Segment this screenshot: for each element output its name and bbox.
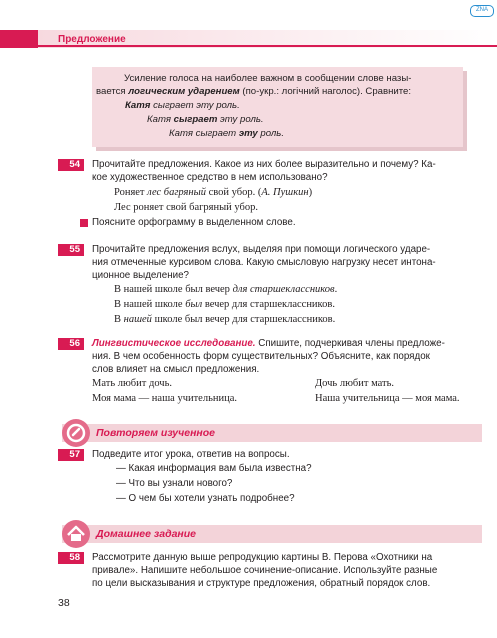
task55-sentence-1: В нашей школе был вечер для старшеклассников.	[114, 284, 338, 295]
page-number: 38	[58, 597, 70, 609]
task54-extra-marker	[80, 219, 88, 227]
task57-question-2: — Что вы узнали нового?	[116, 478, 233, 489]
task-number-57: 57	[58, 449, 84, 461]
task57-question-3: — О чем бы хотели узнать подробнее?	[116, 493, 295, 504]
task57-question-1: — Какая информация вам была известна?	[116, 463, 312, 474]
rule-example-1: Катя сыграет эту роль.	[125, 100, 240, 111]
task54-line-2: кое художественное средство в нем использовано?	[92, 172, 328, 183]
rule-example-2: Катя сыграет эту роль.	[147, 114, 264, 125]
task58-line-2: привале». Напишите небольшое сочинение-описание. Используйте разные	[92, 565, 438, 576]
task54-poem-2: Лес роняет свой багряный убор.	[114, 202, 259, 213]
rule-line-1: Усиление голоса на наиболее важном в сообщении слове назы-	[124, 73, 412, 84]
task-number-54: 54	[58, 159, 84, 171]
task56-line-2: ния. В чем особенность форм существительных? Объясните, как порядок	[92, 351, 430, 362]
task56-example-2a: Дочь любит мать.	[315, 378, 395, 389]
page-title: Предложение	[58, 34, 126, 45]
task55-line-1: Прочитайте предложения вслух, выделяя при помощи логического ударе-	[92, 244, 431, 255]
task55-line-3: ционное выделение?	[92, 270, 190, 281]
task-number-56: 56	[58, 338, 84, 350]
repeat-icon	[62, 419, 90, 447]
task57-line-1: Подведите итог урока, ответив на вопросы.	[92, 449, 290, 460]
task58-line-3: по цели высказывания и структуре предложения, обратный порядок слов.	[92, 578, 431, 589]
rule-line-2: вается логическим ударением (по-укр.: логічний наголос). Сравните:	[96, 86, 412, 97]
task-number-55: 55	[58, 244, 84, 256]
header-rule	[38, 45, 497, 47]
task54-line-1: Прочитайте предложения. Какое из них более выразительно и почему? Ка-	[92, 159, 436, 170]
publisher-logo: ZNA	[470, 5, 494, 17]
task58-line-1: Рассмотрите данную выше репродукцию картины В. Перова «Охотники на	[92, 552, 433, 563]
section-title-home: Домашнее задание	[96, 528, 197, 540]
header-accent	[0, 30, 38, 48]
task56-example-1a: Мать любит дочь.	[92, 378, 173, 389]
task55-sentence-3: В нашей школе был вечер для старшеклассников.	[114, 314, 336, 325]
task56-example-1b: Моя мама — наша учительница.	[92, 393, 238, 404]
task55-line-2: ния отмеченные курсивом слова. Какую смысловую нагрузку несет интона-	[92, 257, 436, 268]
task56-line-3: слов влияет на смысл предложения.	[92, 364, 260, 375]
task55-sentence-2: В нашей школе был вечер для старшеклассников.	[114, 299, 335, 310]
home-icon	[62, 520, 90, 548]
task56-example-2b: Наша учительница — моя мама.	[315, 393, 460, 404]
task-number-58: 58	[58, 552, 84, 564]
task54-extra: Поясните орфограмму в выделенном слове.	[92, 217, 296, 228]
task56-line-1: Лингвистическое исследование. Спишите, подчеркивая члены предложе-	[92, 338, 445, 349]
task54-poem-1: Роняет лес багряный свой убор. (А. Пушкин)	[114, 187, 313, 198]
rule-example-3: Катя сыграет эту роль.	[169, 128, 284, 139]
section-title-repeat: Повторяем изученное	[96, 427, 216, 439]
